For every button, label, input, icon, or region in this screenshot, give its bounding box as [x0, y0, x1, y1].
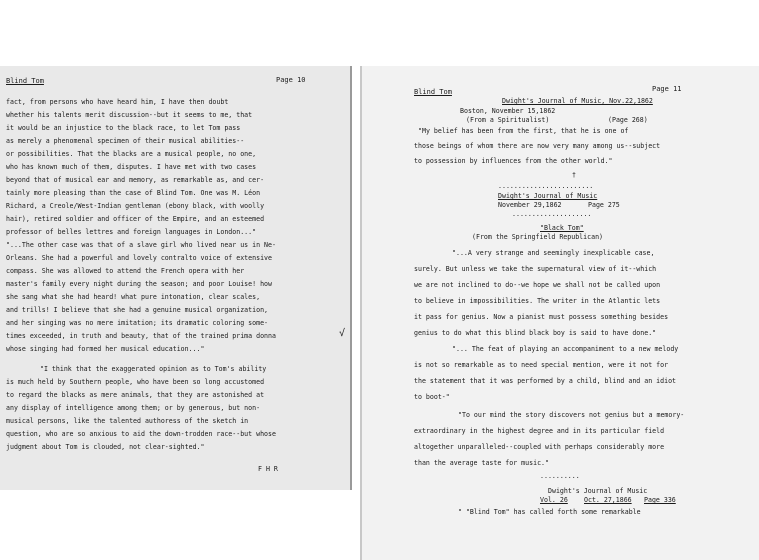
- source-place: Boston, November 15,1862: [460, 107, 556, 115]
- dagger-symbol: †: [572, 171, 576, 179]
- quote-line: "...A very strange and seemingly inexplicable case,: [452, 249, 655, 257]
- quote-line: to possession by influences from the other world.": [414, 157, 613, 165]
- text-line: and her singing was no mere imitation; its dramatic coloring some-: [6, 319, 269, 327]
- quote-line: is not so remarkable as to need special mention, were it not for: [414, 361, 669, 369]
- quote-line: genius to do what this blind black boy is said to have done.": [414, 329, 657, 337]
- margin-check-mark: √: [339, 328, 346, 339]
- text-line: whose singing had formed her musical education...": [6, 345, 205, 353]
- background-strip: [0, 58, 759, 66]
- quote-line: it pass for genius. Now a pianist must possess something besides: [414, 313, 669, 321]
- text-line: beyond that of musical ear and memory, as remarkable as, and cer-: [6, 176, 265, 184]
- text-line: "...The other case was that of a slave girl who lived near us in Ne-: [6, 241, 276, 249]
- text-line: master's family every night during the season; and poor Louise! how: [6, 280, 272, 288]
- text-line: it would be an injustice to the black race, to let Tom pass: [6, 124, 241, 132]
- source-from: (From a Spiritualist): [466, 116, 550, 124]
- quote-line: extraordinary in the highest degree and in its particular field: [414, 427, 665, 435]
- text-line: to regard the blacks as mere animals, that they are astonished at: [6, 391, 265, 399]
- text-line: is much held by Southern people, who have been so long accustomed: [6, 378, 265, 386]
- right-page-footer: [360, 487, 759, 560]
- source-title: Dwight's Journal of Music: [498, 192, 598, 200]
- text-line: she sang what she had heard! what pure intonation, clear scales,: [6, 293, 261, 301]
- separator-dots: ........................: [498, 182, 594, 190]
- quote-line: we are not inclined to do--we hope we shall not be called upon: [414, 281, 661, 289]
- right-page: [360, 66, 759, 490]
- source-date: Oct. 27,1866: [584, 496, 632, 504]
- left-page-number: Page 10: [276, 76, 306, 84]
- separator-dots: ....................: [512, 210, 592, 218]
- text-line: hair), retired soldier and officer of the Empire, and an esteemed: [6, 215, 265, 223]
- source-title: Dwight's Journal of Music: [548, 487, 648, 495]
- source-page: (Page 268): [608, 116, 648, 124]
- quote-line: "To our mind the story discovers not genius but a memory-: [458, 411, 685, 419]
- quote-line: "My belief has been from the first, that he is one of: [418, 127, 629, 135]
- right-page-header-name: Blind Tom: [414, 88, 452, 96]
- text-line: "I think that the exaggerated opinion as to Tom's ability: [40, 365, 267, 373]
- quote-line: to believe in impossibilities. The writer in the Atlantic lets: [414, 297, 661, 305]
- quote-line: those beings of whom there are now very many among us--subject: [414, 142, 661, 150]
- text-line: who has known much of them, disputes. I have met with two cases: [6, 163, 257, 171]
- left-page-header-name: Blind Tom: [6, 77, 44, 85]
- text-line: and trills! I believe that she had a genuine musical organization,: [6, 306, 269, 314]
- right-page-number: Page 11: [652, 85, 682, 93]
- text-line: as merely a phenomenal specimen of their musical abilities--: [6, 137, 245, 145]
- text-line: or possibilities. That the blacks are a musical people, no one,: [6, 150, 257, 158]
- source-page: Page 275: [588, 201, 620, 209]
- text-line: Orleans. She had a powerful and lovely contralto voice of extensive: [6, 254, 272, 262]
- source-date: November 29,1862: [498, 201, 562, 209]
- text-line: any display of intelligence among them; or by generous, but non-: [6, 404, 261, 412]
- text-line: compass. She was allowed to attend the French opera with her: [6, 267, 245, 275]
- text-line: question, who are so anxious to aid the down-trodden race--but whose: [6, 430, 276, 438]
- signature: F H R: [258, 465, 278, 473]
- left-page: [0, 66, 352, 490]
- text-line: fact, from persons who have heard him, I have then doubt: [6, 98, 229, 106]
- text-line: Richard, a Creole/West-Indian gentleman (ebony black, with woolly: [6, 202, 265, 210]
- text-line: times exceeded, in truth and beauty, that of the trained prima donna: [6, 332, 276, 340]
- quote-line: than the average taste for music.": [414, 459, 549, 467]
- quote-line: surely. But unless we take the supernatural view of it--which: [414, 265, 657, 273]
- quote-line: altogether unparalleled--coupled with perhaps considerably more: [414, 443, 665, 451]
- quote-line: the statement that it was performed by a child, blind and an idiot: [414, 377, 677, 385]
- quote-line: to boot-": [414, 393, 450, 401]
- separator-dots: ..........: [540, 472, 580, 480]
- source-vol: Vol. 26: [540, 496, 568, 504]
- quote-line: "... The feat of playing an accompaniment to a new melody: [452, 345, 679, 353]
- text-line: tainly more pleasing than the case of Blind Tom. One was M. Léon: [6, 189, 261, 197]
- text-line: musical persons, like the talented authoress of the sketch in: [6, 417, 249, 425]
- source-title: Dwight's Journal of Music, Nov.22,1862: [502, 97, 653, 105]
- text-line: whether his talents merit discussion--but it seems to me, that: [6, 111, 253, 119]
- final-line: " "Blind Tom" has called forth some remarkable: [458, 508, 641, 516]
- text-line: judgment about Tom is clouded, not clear-sighted.": [6, 443, 205, 451]
- source-page: Page 336: [644, 496, 676, 504]
- text-line: professor of belles lettres and foreign languages in London...": [6, 228, 257, 236]
- source-from: (From the Springfield Republican): [472, 233, 604, 241]
- source-title: "Black Tom": [540, 224, 584, 232]
